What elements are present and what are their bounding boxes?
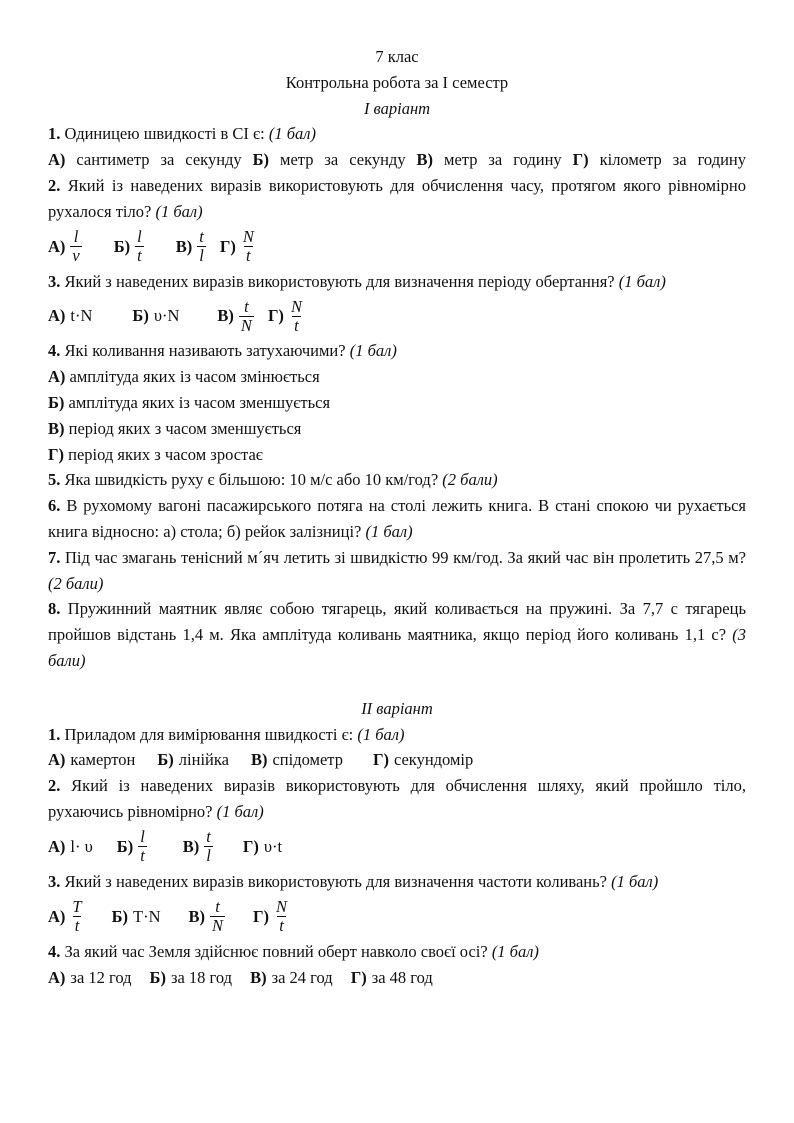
option: Г) υ·t bbox=[242, 837, 283, 857]
variant-1-title: І варіант bbox=[363, 98, 431, 118]
fraction: $\frac{T}{t}$ bbox=[72, 897, 82, 936]
v2-question-3: 3. Який з наведених виразів використовують для визначення частоти коливань? (1 бал) bbox=[48, 871, 659, 891]
v2-q3-options bbox=[48, 895, 746, 939]
grade-heading: 7 клас bbox=[375, 47, 419, 66]
v2-q4-options bbox=[48, 965, 746, 991]
fraction: $\frac{t}{l}$ bbox=[199, 227, 204, 266]
section-spacer bbox=[48, 674, 746, 696]
variant-2-title: ІІ варіант bbox=[361, 698, 433, 718]
fraction: $\frac{N}{t}$ bbox=[290, 296, 302, 335]
option: В) $\frac{t}{N}$ bbox=[188, 897, 224, 936]
option: Б) $\frac{l}{t}$ bbox=[116, 827, 145, 866]
fraction: $\frac{N}{t}$ bbox=[276, 897, 288, 936]
v1-question-2: 2. Який із наведених виразів використовують для обчислення часу, протягом якого рівномірно рухалося тіло? (1 бал) bbox=[48, 175, 747, 221]
option: Г) секундомір bbox=[372, 750, 474, 770]
v1-question-3: 3. Який з наведених виразів використовують для визначення періоду обертання? (1 бал) bbox=[48, 271, 666, 291]
option: В) за 24 год bbox=[250, 967, 333, 987]
document-page bbox=[48, 44, 746, 991]
v2-question-4: 4. За який час Земля здійснює повний оберт навколо своєї осі? (1 бал) bbox=[48, 941, 539, 961]
v2-q1-options bbox=[48, 747, 746, 773]
v1-q4-option-a: А) амплітуда яких із часом змінюється bbox=[48, 367, 320, 387]
option: В) спідометр bbox=[250, 750, 343, 770]
option: Б) υ·N bbox=[132, 306, 180, 326]
fraction: $\frac{l}{t}$ bbox=[140, 827, 145, 866]
option: А) $\frac{T}{t}$ bbox=[48, 897, 82, 936]
fraction: $\frac{l}{t}$ bbox=[137, 227, 142, 266]
option: Б) $\frac{l}{t}$ bbox=[113, 227, 142, 266]
option: В) $\frac{t}{l}$ bbox=[175, 227, 204, 266]
option: А) l· υ bbox=[48, 837, 93, 857]
v1-q2-options bbox=[48, 225, 746, 269]
option: А) за 12 год bbox=[48, 967, 132, 987]
v1-q1-options: А) сантиметр за секунду Б) метр за секунду В) метр за годину Г) кілометр за годину bbox=[48, 150, 747, 170]
v1-q4-option-b: Б) амплітуда яких із часом зменшується bbox=[48, 392, 331, 412]
v1-question-1: 1. Одиницею швидкості в СІ є: (1 бал) bbox=[48, 124, 316, 144]
v2-q2-options bbox=[48, 825, 746, 869]
option: Б) T·N bbox=[111, 906, 161, 926]
option: Г) $\frac{N}{t}$ bbox=[219, 227, 254, 266]
fraction: $\frac{N}{t}$ bbox=[242, 227, 254, 266]
v1-question-4: 4. Які коливання називають затухаючими? (1 бал) bbox=[48, 341, 397, 361]
v1-question-7: 7. Під час змагань тенісний м´яч летить зі швидкістю 99 км/год. За який час він пролетить 27,5 м? (2 бали) bbox=[48, 547, 747, 593]
v1-question-5: 5. Яка швидкість руху є більшою: 10 м/с або 10 км/год? (2 бали) bbox=[48, 470, 498, 490]
fraction: $\frac{t}{N}$ bbox=[240, 296, 252, 335]
v1-q3-options bbox=[48, 294, 746, 338]
option: Б) лінійка bbox=[157, 750, 229, 770]
option: Г) $\frac{N}{t}$ bbox=[267, 296, 302, 335]
v2-question-2: 2. Який із наведених виразів використовують для обчислення шляху, який пройшло тіло, рухаючись рівномірно? (1 бал) bbox=[48, 776, 746, 822]
option: А) t·N bbox=[48, 306, 93, 326]
option: А) камертон bbox=[48, 750, 136, 770]
option: Г) за 48 год bbox=[350, 967, 433, 987]
option: В) $\frac{t}{N}$ bbox=[217, 296, 252, 335]
v1-q4-option-c: В) період яких з часом зменшується bbox=[48, 418, 302, 438]
fraction: $\frac{t}{l}$ bbox=[206, 827, 211, 866]
v1-q4-option-d: Г) період яких з часом зростає bbox=[48, 444, 263, 464]
option: В) $\frac{t}{l}$ bbox=[182, 827, 211, 866]
test-title: Контрольна робота за І семестр bbox=[285, 72, 509, 92]
option: Б) за 18 год bbox=[149, 967, 233, 987]
v1-question-8: 8. Пружинний маятник являє собою тягарець, який коливається на пружині. За 7,7 с тягарець пройшов відстань 1,4 м. Яка амплітуда коливань маятника, якщо період його коливань 1,1 с? (3 бали) bbox=[48, 599, 747, 670]
v2-question-1: 1. Приладом для вимірювання швидкості є: (1 бал) bbox=[48, 724, 405, 744]
fraction: $\frac{l}{v}$ bbox=[72, 227, 80, 266]
option: Г) $\frac{N}{t}$ bbox=[253, 897, 288, 936]
v1-question-6: 6. В рухомому вагоні пасажирського потяга на столі лежить книга. В стані спокою чи рухається книга відносно: а) стола; б) рейок залізниці? (1 бал) bbox=[48, 496, 747, 541]
fraction: $\frac{t}{N}$ bbox=[212, 897, 224, 936]
option: А) $\frac{l}{v}$ bbox=[48, 227, 80, 266]
